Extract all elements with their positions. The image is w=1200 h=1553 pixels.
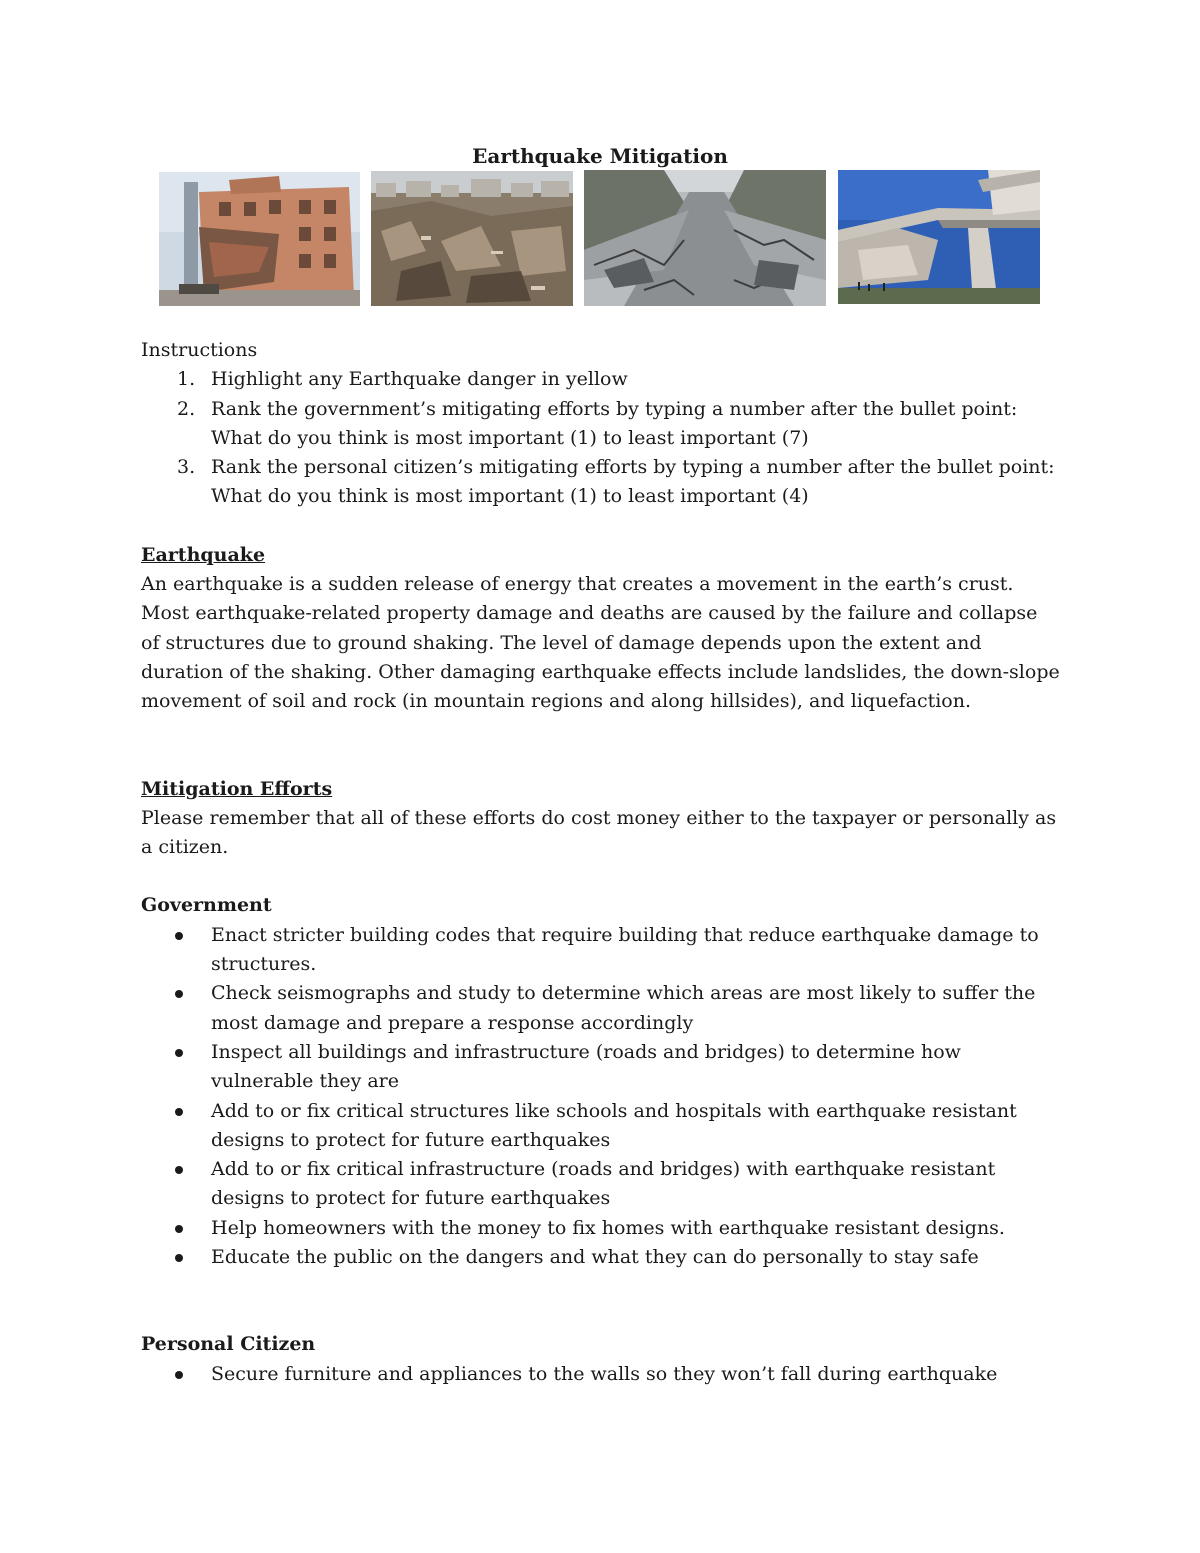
list-item bbox=[141, 1243, 1061, 1272]
photo-strip bbox=[159, 170, 1041, 306]
list-item bbox=[141, 395, 1061, 454]
list-item-text: Add to or fix critical infrastructure (roads and bridges) with earthquake resistant designs to protect for future earthquakes bbox=[211, 1158, 996, 1210]
bullet-icon bbox=[175, 1225, 183, 1233]
mitigation-heading: Mitigation Efforts bbox=[141, 777, 333, 800]
list-item-text: Educate the public on the dangers and what they can do personally to stay safe bbox=[211, 1246, 979, 1269]
collapsed-overpass-photo bbox=[838, 170, 1040, 304]
page-title: Earthquake Mitigation bbox=[472, 144, 728, 168]
list-item bbox=[141, 453, 1061, 512]
list-item-text: Enact stricter building codes that require building that reduce earthquake damage to structures. bbox=[211, 923, 1039, 976]
bullet-icon bbox=[175, 1254, 183, 1262]
list-item-text: Check seismographs and study to determine which areas are most likely to suffer the most damage and prepare a response accordingly bbox=[211, 982, 1036, 1034]
list-item-text: Highlight any Earthquake danger in yellow bbox=[211, 368, 628, 391]
government-heading: Government bbox=[141, 894, 272, 917]
personal-citizen-heading: Personal Citizen bbox=[141, 1333, 316, 1356]
earthquake-paragraph: An earthquake is a sudden release of energy that creates a movement in the earth’s crust. Most earthquake-related property damage and deaths are caused by the failure and collapse of structures due to ground shaking. The level of damage depends upon the extent and duration of the shaking. Other damaging earthquake effects include landslides, the down-slope movement of soil and rock (in mountain regions and along hillsides), and liquefaction. bbox=[141, 573, 1060, 713]
list-item-text: Inspect all buildings and infrastructure (roads and bridges) to determine how vulnerable they are bbox=[211, 1040, 961, 1093]
personal-citizen-list bbox=[141, 1360, 1061, 1389]
bullet-icon bbox=[175, 1371, 183, 1379]
collapsed-building-photo bbox=[159, 172, 360, 306]
instructions-label: Instructions bbox=[141, 339, 258, 361]
government-list bbox=[141, 921, 1061, 1273]
document-body bbox=[141, 336, 1061, 1389]
bullet-icon bbox=[175, 990, 183, 998]
bullet-icon bbox=[175, 1108, 183, 1116]
cracked-road-photo bbox=[584, 170, 826, 306]
list-item bbox=[141, 921, 1061, 980]
instructions-list bbox=[141, 365, 1061, 511]
bullet-icon bbox=[175, 932, 183, 940]
list-item bbox=[141, 1155, 1061, 1214]
list-number: 2. bbox=[177, 397, 196, 420]
list-item bbox=[141, 365, 1061, 394]
list-number: 3. bbox=[177, 456, 196, 479]
list-item-text: Rank the personal citizen’s mitigating efforts by typing a number after the bullet point: What do you think is most important (1) to least important (4) bbox=[211, 456, 1055, 508]
earthquake-heading: Earthquake bbox=[141, 543, 266, 566]
mitigation-paragraph: Please remember that all of these efforts do cost money either to the taxpayer or personally as a citizen. bbox=[141, 806, 1057, 859]
list-item bbox=[141, 1214, 1061, 1243]
list-item-text: Rank the government’s mitigating efforts by typing a number after the bullet point: What do you think is most important (1) to least important (7) bbox=[211, 397, 1018, 449]
list-item bbox=[141, 979, 1061, 1038]
rubble-city-photo bbox=[371, 171, 573, 306]
bullet-icon bbox=[175, 1049, 183, 1057]
list-item bbox=[141, 1097, 1061, 1156]
list-item-text: Secure furniture and appliances to the walls so they won’t fall during earthquake bbox=[211, 1362, 998, 1385]
bullet-icon bbox=[175, 1166, 183, 1174]
list-item-text: Help homeowners with the money to fix homes with earthquake resistant designs. bbox=[211, 1216, 1005, 1239]
list-item-text: Add to or fix critical structures like schools and hospitals with earthquake resistant designs to protect for future earthquakes bbox=[211, 1099, 1017, 1151]
list-number: 1. bbox=[177, 368, 196, 391]
list-item bbox=[141, 1038, 1061, 1097]
list-item bbox=[141, 1360, 1061, 1389]
